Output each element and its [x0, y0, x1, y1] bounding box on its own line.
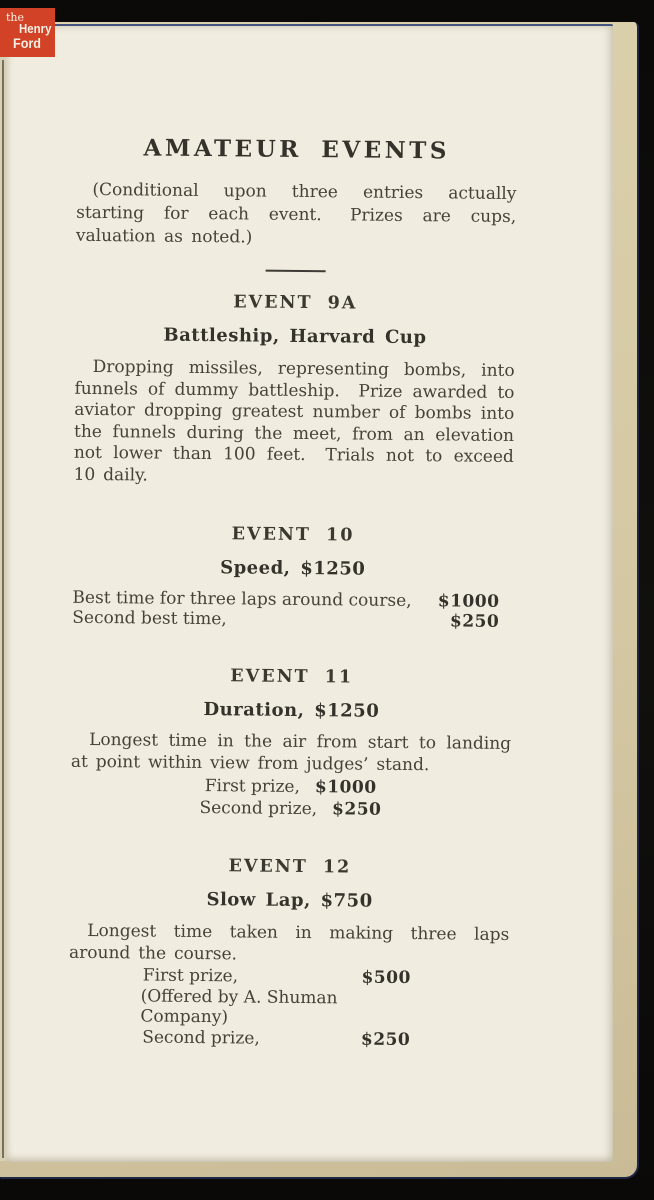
prize-row — [70, 796, 510, 822]
event-heading: EVENT 11 — [230, 666, 354, 688]
event-subtitle: Duration, $1250 — [203, 699, 380, 722]
logo-word-henry: Henry — [19, 21, 52, 36]
event-description: Longest time taken in making three laps around the course. — [68, 920, 510, 964]
prize-row — [72, 608, 499, 632]
logo-word-ford: Ford — [13, 35, 41, 51]
section-divider-rule — [266, 270, 326, 273]
event-heading: EVENT 10 — [231, 524, 355, 546]
sponsor-label: (Offered by A. Shuman Company) — [140, 985, 338, 1028]
event-section-10 — [72, 522, 513, 632]
prize-label: First prize, — [142, 965, 239, 987]
logo-word-the: the — [6, 11, 25, 24]
prize-amount: $250 — [360, 1029, 411, 1050]
event-heading: EVENT 9A — [233, 292, 358, 314]
event-heading: EVENT 12 — [228, 856, 352, 878]
prize-amount: $1000 — [314, 777, 377, 798]
prize-row — [143, 965, 411, 988]
prize-label: Best time for three laps around course, — [72, 587, 412, 612]
prize-list — [72, 588, 512, 632]
page-title: AMATEUR EVENTS — [143, 134, 451, 165]
event-section-12 — [68, 854, 510, 1051]
prize-amount: $1000 — [437, 591, 500, 612]
prize-list — [142, 965, 411, 1050]
event-description: Dropping missiles, representing bombs, into funnels of dummy battleship. Prize awarded to aviator dropping greatest number of bombs into the funnels during the meet, from an elevation not lower than 100 feet. Trials not to exceed 10 daily. — [73, 356, 515, 486]
event-section-11 — [70, 664, 511, 822]
prize-amount: $250 — [331, 798, 382, 820]
prize-label: Second prize, — [199, 797, 318, 819]
event-subtitle: Slow Lap, $750 — [206, 889, 373, 912]
prize-label: First prize, — [204, 776, 301, 797]
conditions-note: (Conditional upon three entries actually starting for each event. Prizes are cups, valuation as noted.) — [75, 179, 517, 248]
prize-row — [142, 1027, 410, 1050]
page-content — [0, 21, 518, 1051]
prize-sponsor-note — [140, 986, 410, 1030]
prize-amount: $500 — [361, 967, 411, 989]
event-description: Longest time in the air from start to landing at point within view from judges’ stand. — [70, 729, 512, 775]
henry-ford-logo — [0, 8, 55, 57]
event-section-9a — [74, 290, 516, 490]
event-subtitle: Battleship, Harvard Cup — [163, 324, 427, 349]
prize-label: Second best time, — [72, 607, 227, 630]
event-subtitle: Speed, $1250 — [220, 557, 366, 580]
prize-amount: $250 — [449, 611, 500, 632]
prize-list — [70, 775, 510, 822]
prize-label: Second prize, — [142, 1026, 260, 1049]
